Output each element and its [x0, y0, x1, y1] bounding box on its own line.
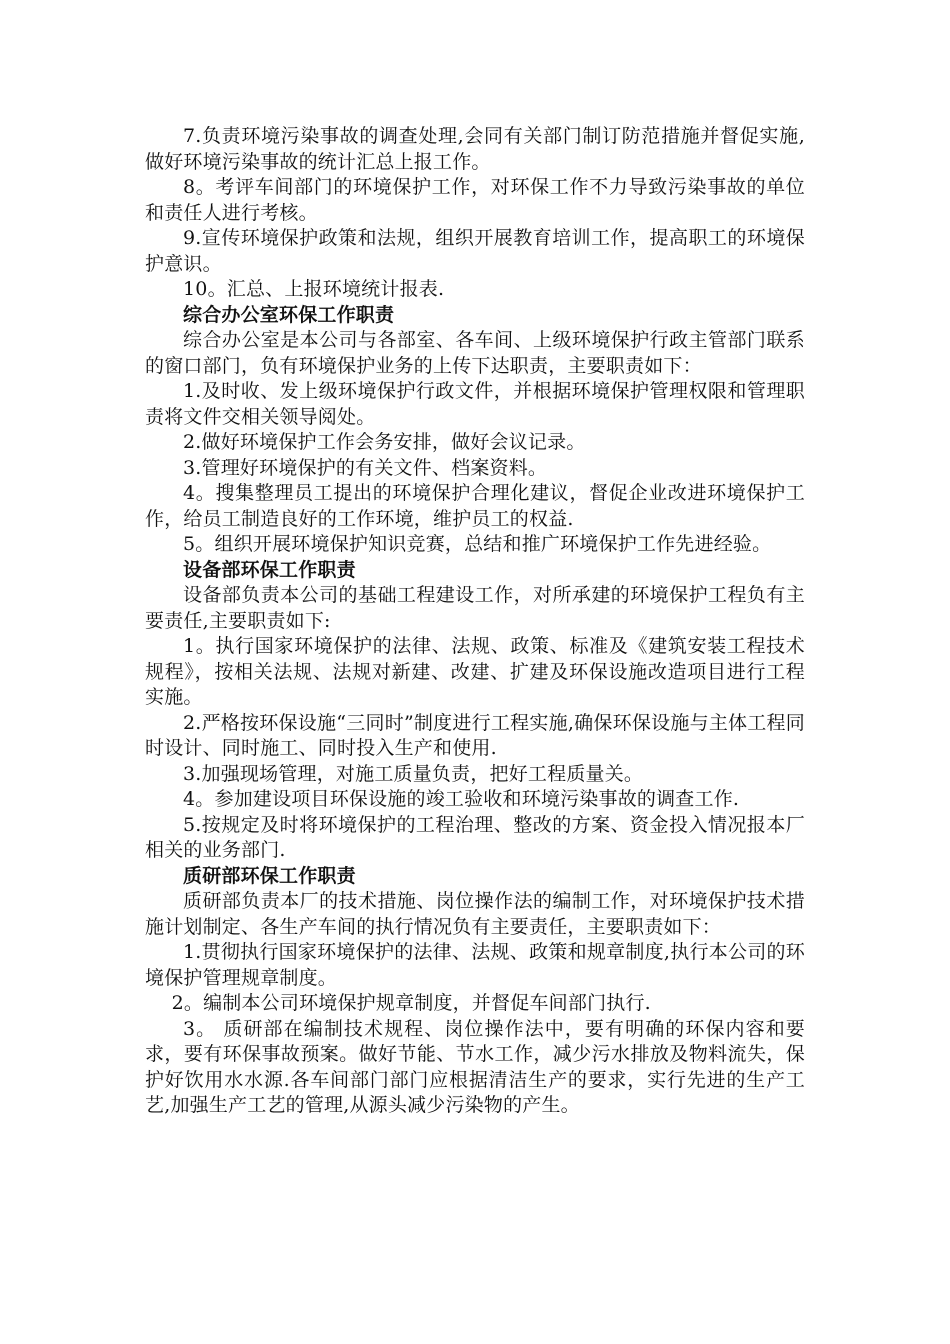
paragraph-general-office-5: 5。组织开展环境保护知识竞赛，总结和推广环境保护工作先进经验。: [183, 533, 772, 555]
paragraph-duty-8: 8。考评车间部门的环境保护工作，对环保工作不力导致污染事故的单位和责任人进行考核。: [145, 176, 805, 224]
paragraph-general-office-2: 2.做好环境保护工作会务安排，做好会议记录。: [183, 431, 586, 453]
paragraph-quality-1: 1.贯彻执行国家环境保护的法律、法规、政策和规章制度,执行本公司的环境保护管理规章制度。: [145, 941, 805, 989]
paragraph-equipment-3: 3.加强现场管理，对施工质量负责，把好工程质量关。: [183, 762, 644, 785]
heading-general-office: 综合办公室环保工作职责: [183, 303, 395, 326]
document-body: [145, 124, 805, 1119]
paragraph-quality-3: 3。 质研部在编制技术规程、岗位操作法中，要有明确的环保内容和要求，要有环保事故预案。做好节能、节水工作，减少污水排放及物料流失，保护好饮用水水源.各车间部门部门应根据清洁生产的要求，实行先进的生产工艺,加强生产工艺的管理,从源头减少污染物的产生。: [145, 1017, 805, 1116]
paragraph-equipment-4: 4。参加建设项目环保设施的竣工验收和环境污染事故的调查工作.: [183, 788, 740, 810]
heading-quality-research-dept: 质研部环保工作职责: [183, 864, 356, 887]
paragraph-equipment-5: 5.按规定及时将环境保护的工程治理、整改的方案、资金投入情况报本厂相关的业务部门.: [145, 813, 805, 861]
paragraph-equipment-1: 1。执行国家环境保护的法律、法规、政策、标准及《建筑安装工程技术规程》，按相关法规、法规对新建、改建、扩建及环保设施改造项目进行工程实施。: [145, 635, 805, 708]
paragraph-duty-7: 7.负责环境污染事故的调查处理,会同有关部门制订防范措施并督促实施,做好环境污染事故的统计汇总上报工作。: [145, 125, 805, 173]
paragraph-general-office-4: 4。搜集整理员工提出的环境保护合理化建议，督促企业改进环境保护工作，给员工制造良好的工作环境，维护员工的权益.: [145, 482, 805, 530]
paragraph-quality-intro: 质研部负责本厂的技术措施、岗位操作法的编制工作，对环境保护技术措施计划制定、各生产车间的执行情况负有主要责任，主要职责如下：: [145, 890, 805, 938]
paragraph-duty-9: 9.宣传环境保护政策和法规，组织开展教育培训工作，提高职工的环境保护意识。: [145, 227, 805, 275]
paragraph-general-office-intro: 综合办公室是本公司与各部室、各车间、上级环境保护行政主管部门联系的窗口部门，负有环境保护业务的上传下达职责，主要职责如下：: [145, 329, 805, 377]
paragraph-general-office-3: 3.管理好环境保护的有关文件、档案资料。: [183, 456, 548, 479]
paragraph-duty-10: 10。汇总、上报环境统计报表.: [183, 278, 445, 300]
paragraph-equipment-2: 2.严格按环保设施“三同时”制度进行工程实施,确保环保设施与主体工程同时设计、同时施工、同时投入生产和使用.: [145, 711, 805, 759]
paragraph-general-office-1: 1.及时收、发上级环境保护行政文件，并根据环境保护管理权限和管理职责将文件交相关领导阅处。: [145, 380, 805, 428]
paragraph-equipment-intro: 设备部负责本公司的基础工程建设工作，对所承建的环境保护工程负有主要责任,主要职责如下:: [145, 584, 805, 632]
heading-equipment-dept: 设备部环保工作职责: [183, 558, 356, 581]
paragraph-quality-2: 2。编制本公司环境保护规章制度，并督促车间部门执行.: [171, 992, 651, 1014]
